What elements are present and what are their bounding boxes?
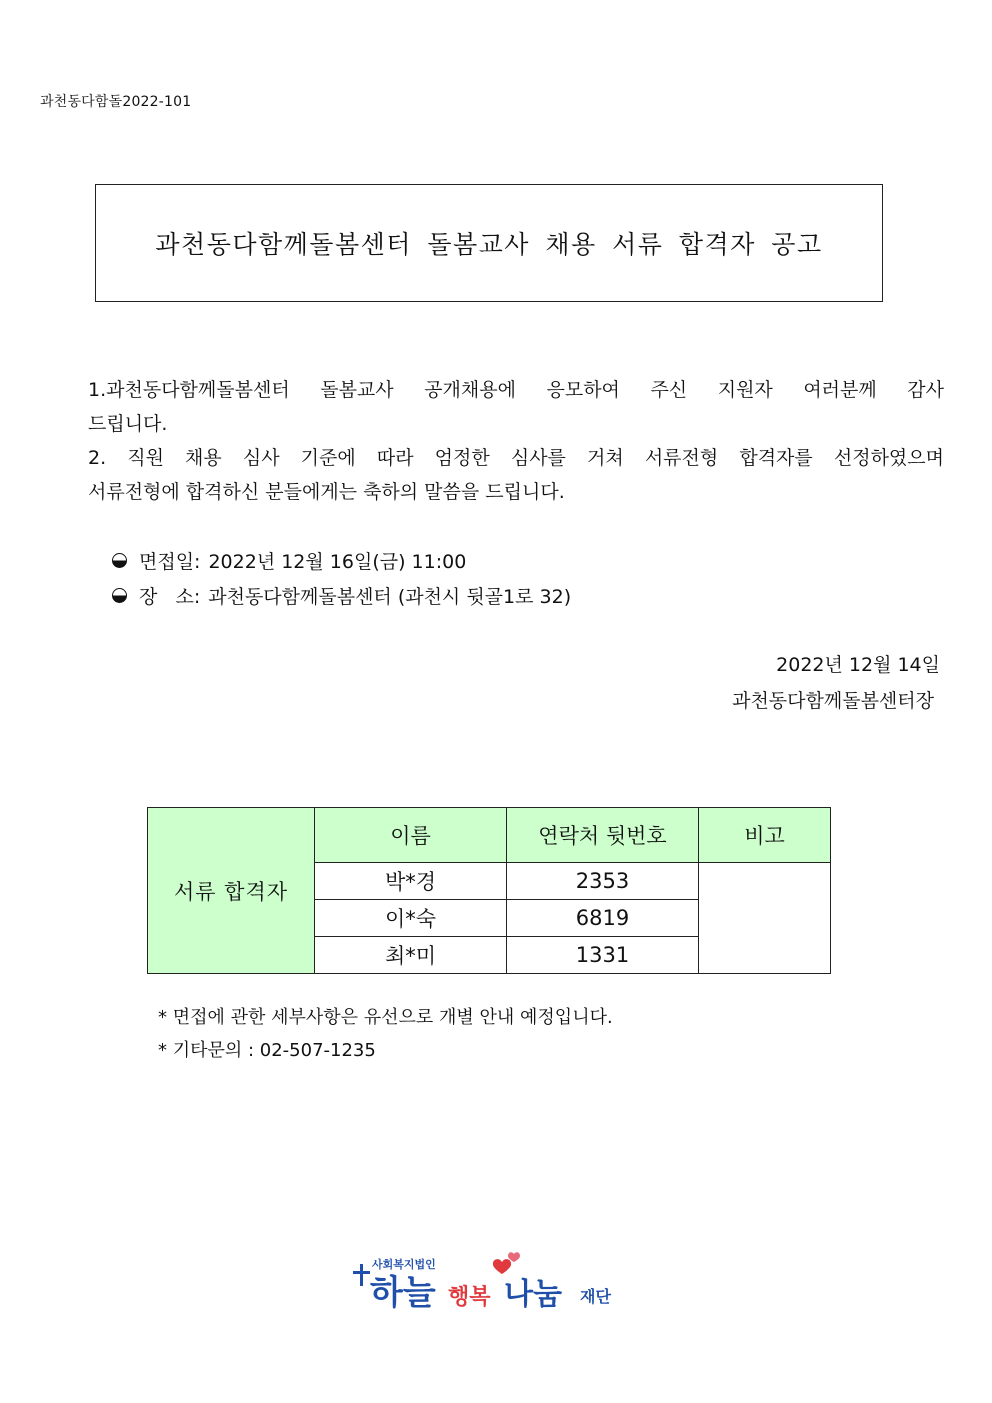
page-title: 과천동다함께돌봄센터 돌봄교사 채용 서류 합격자 공고 (155, 230, 823, 259)
header-name: 이름 (315, 808, 507, 863)
place-label: 장 소: (139, 586, 201, 608)
paragraph-1-line-2: 드립니다. (88, 413, 168, 435)
paragraph-2-line-2: 서류전형에 합격하신 분들에게는 축하의 말씀을 드립니다. (88, 481, 565, 503)
cell-note (699, 863, 831, 974)
paragraph-2-line-1: 2. 직원 채용 심사 기준에 따라 엄정한 심사를 거쳐 서류전형 합격자를 선정하였으며 (88, 447, 944, 469)
logo-small-text: 사회복지법인 (372, 1258, 436, 1271)
half-circle-bullet-icon (112, 588, 127, 603)
paragraph-1-line-1: 1.과천동다함께돌봄센터 돌봄교사 공개채용에 응모하여 주신 지원자 여러분께 감사 (88, 379, 944, 401)
paragraph-2 (88, 441, 944, 509)
header-note: 비고 (699, 808, 831, 863)
logo-word-2: 행복 (448, 1285, 491, 1310)
logo-word-4: 재단 (580, 1287, 611, 1306)
interview-date-line (112, 547, 466, 574)
document-number: 과천동다함돌2022-101 (40, 94, 192, 110)
half-circle-bullet-icon (112, 553, 127, 568)
paragraph-1 (88, 373, 944, 441)
header-phone: 연락처 뒷번호 (507, 808, 699, 863)
cell-name: 박*경 (315, 863, 507, 900)
cell-phone: 6819 (507, 900, 699, 937)
title-box (95, 184, 883, 302)
side-label: 서류 합격자 (148, 808, 315, 974)
announcement-date: 2022년 12월 14일 (776, 654, 940, 676)
table-header-row (148, 808, 831, 863)
signer: 과천동다함께돌봄센터장 (732, 690, 934, 712)
place-value: 과천동다함께돌봄센터 (과천시 뒷골1로 32) (208, 586, 572, 608)
cross-icon (353, 1264, 370, 1286)
cell-name: 이*숙 (315, 900, 507, 937)
interview-date-label: 면접일: (139, 551, 201, 573)
interview-date-value: 2022년 12월 16일(금) 11:00 (208, 551, 467, 573)
place-line (112, 582, 571, 609)
cell-phone: 1331 (507, 937, 699, 974)
cell-phone: 2353 (507, 863, 699, 900)
hearts-icon (493, 1252, 520, 1274)
cell-name: 최*미 (315, 937, 507, 974)
logo-word-3: 나눔 (504, 1277, 562, 1312)
note-interview-details: * 면접에 관한 세부사항은 유선으로 개별 안내 예정입니다. (158, 1007, 613, 1028)
foundation-logo (352, 1250, 652, 1320)
logo-word-1: 하늘 (370, 1273, 436, 1313)
result-table (147, 807, 831, 974)
note-contact: * 기타문의 : 02-507-1235 (158, 1040, 376, 1061)
